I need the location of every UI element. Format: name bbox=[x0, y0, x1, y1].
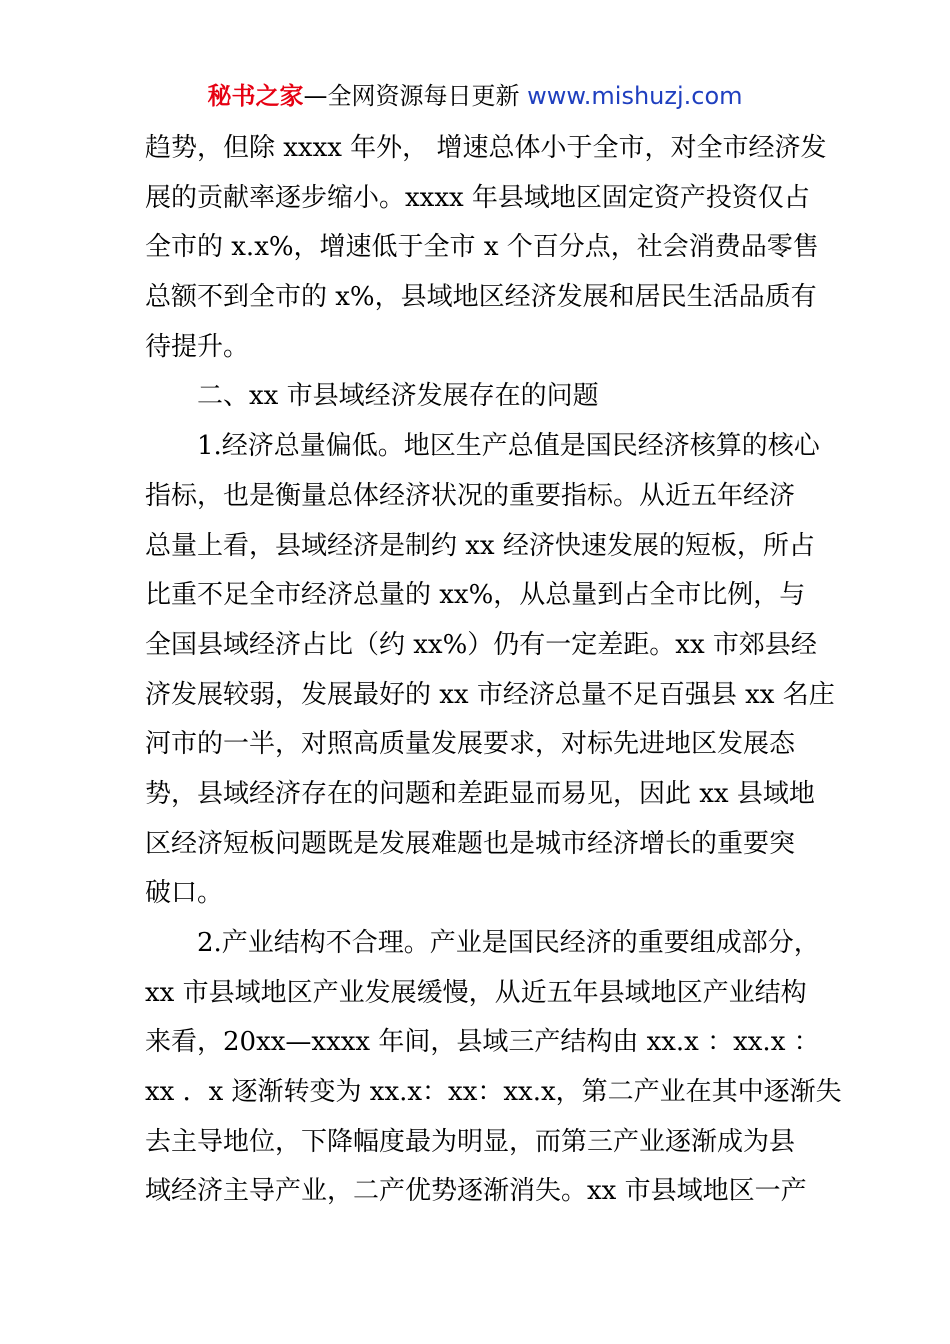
text-line: 1.经济总量偏低。地区生产总值是国民经济核算的核心 bbox=[197, 431, 820, 462]
text-line: 势，县域经济存在的问题和差距显而易见，因此 xx 县域地 bbox=[145, 778, 815, 809]
text-line: 济发展较弱，发展最好的 xx 市经济总量不足百强县 xx 名庄 bbox=[145, 679, 835, 710]
text-line: 全国县域经济占比（约 xx%）仍有一定差距。xx 市郊县经 bbox=[145, 629, 817, 660]
text-line: 待提升。 bbox=[145, 331, 250, 362]
text-line: 破口。 bbox=[145, 878, 224, 909]
section-heading: 二、xx 市县域经济发展存在的问题 bbox=[197, 381, 599, 412]
text-line: 域经济主导产业，二产优势逐渐消失。xx 市县域地区一产 bbox=[145, 1176, 807, 1207]
text-line: 2.产业结构不合理。产业是国民经济的重要组成部分， bbox=[197, 928, 820, 958]
text-line: 全市的 x.x%，增速低于全市 x 个百分点，社会消费品零售 bbox=[145, 232, 819, 263]
text-line: 总额不到全市的 x%，县域地区经济发展和居民生活品质有 bbox=[145, 282, 817, 313]
text-line: xx ．x 逐渐转变为 xx.x：xx：xx.x，第二产业在其中逐渐失 bbox=[145, 1077, 842, 1108]
text-line: xx 市县域地区产业发展缓慢，从近五年县域地区产业结构 bbox=[145, 977, 807, 1008]
site-url[interactable]: www.mishuzj.com bbox=[519, 82, 743, 110]
text-line: 来看，20xx—xxxx 年间，县域三产结构由 xx.x ：xx.x ： bbox=[145, 1027, 820, 1058]
document-body bbox=[145, 124, 842, 1217]
text-line: 指标，也是衡量总体经济状况的重要指标。从近五年经济 bbox=[145, 480, 796, 511]
text-line: 河市的一半，对照高质量发展要求，对标先进地区发展态 bbox=[145, 729, 796, 760]
site-tagline: —全网资源每日更新 bbox=[303, 82, 520, 110]
site-brand: 秘书之家 bbox=[207, 82, 304, 110]
site-header bbox=[0, 80, 950, 112]
text-line: 总量上看，县域经济是制约 xx 经济快速发展的短板，所占 bbox=[145, 530, 815, 561]
text-line: 去主导地位，下降幅度最为明显，而第三产业逐渐成为县 bbox=[145, 1126, 796, 1157]
text-line: 比重不足全市经济总量的 xx%，从总量到占全市比例，与 bbox=[145, 580, 806, 611]
text-line: 趋势，但除 xxxx 年外， 增速总体小于全市，对全市经济发 bbox=[145, 133, 827, 163]
text-line: 区经济短板问题既是发展难题也是城市经济增长的重要突 bbox=[145, 828, 796, 859]
text-line: 展的贡献率逐步缩小。xxxx 年县域地区固定资产投资仅占 bbox=[145, 182, 810, 213]
